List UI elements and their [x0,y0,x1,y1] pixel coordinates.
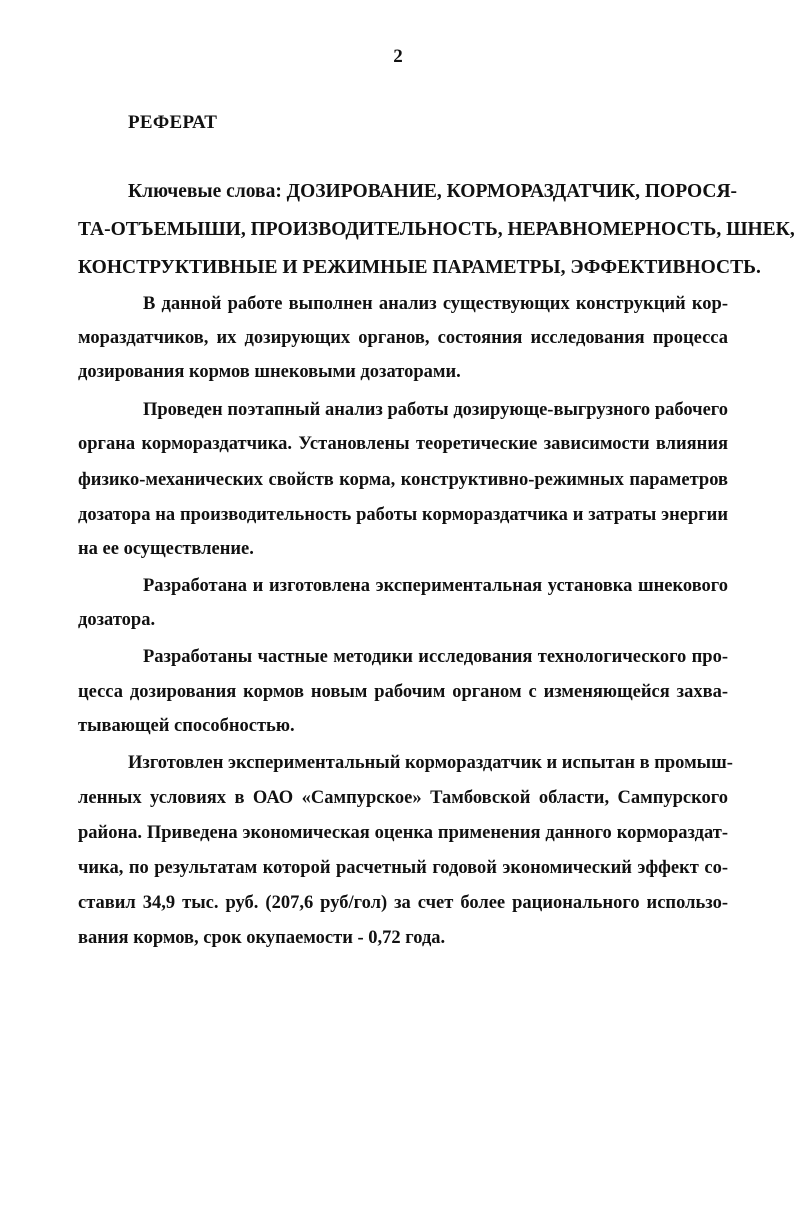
paragraph-line: дозатора. [78,610,156,630]
keywords-line: ТА-ОТЪЕМЫШИ, ПРОИЗВОДИТЕЛЬНОСТЬ, НЕРАВНОМЕРНОСТЬ, ШНЕК, [78,219,795,240]
paragraph-line: мораздатчиков, их дозирующих органов, состояния исследования процесса [78,328,728,348]
keywords-line: Ключевые слова: ДОЗИРОВАНИЕ, КОРМОРАЗДАТЧИК, ПОРОСЯ- [128,181,738,202]
keywords-line: КОНСТРУКТИВНЫЕ И РЕЖИМНЫЕ ПАРАМЕТРЫ, ЭФФЕКТИВНОСТЬ. [78,257,761,278]
paragraph-line: физико-механических свойств корма, конструктивно-режимных параметров [78,470,728,490]
paragraph-line: Разработаны частные методики исследования технологического про- [143,647,728,667]
paragraph-line: Разработана и изготовлена экспериментальная установка шнекового [143,576,728,596]
paragraph-line: на ее осуществление. [78,539,254,559]
paragraph-line: района. Приведена экономическая оценка применения данного кормораздат- [78,823,728,843]
paragraph-line: чика, по результатам которой расчетный годовой экономический эффект со- [78,858,728,878]
paragraph-line: ленных условиях в ОАО «Сампурское» Тамбовской области, Сампурского [78,788,728,808]
paragraph-line: цесса дозирования кормов новым рабочим органом с изменяющейся захва- [78,682,728,702]
paragraph-line: дозатора на производительность работы кормораздатчика и затраты энергии [78,505,728,525]
paragraph-line: Проведен поэтапный анализ работы дозирующе-выгрузного рабочего [143,400,728,420]
section-heading: РЕФЕРАТ [128,112,218,133]
paragraph-line: ставил 34,9 тыс. руб. (207,6 руб/гол) за счет более рационального использо- [78,893,728,913]
paragraph-line: органа кормораздатчика. Установлены теоретические зависимости влияния [78,434,728,454]
page-number: 2 [393,46,403,67]
paragraph-line: вания кормов, срок окупаемости - 0,72 года. [78,928,446,948]
paragraph-line: В данной работе выполнен анализ существующих конструкций кор- [143,294,728,314]
paragraph-line: Изготовлен экспериментальный кормораздатчик и испытан в промыш- [128,753,733,773]
paragraph-line: тывающей способностью. [78,716,295,736]
paragraph-line: дозирования кормов шнековыми дозаторами. [78,362,461,382]
